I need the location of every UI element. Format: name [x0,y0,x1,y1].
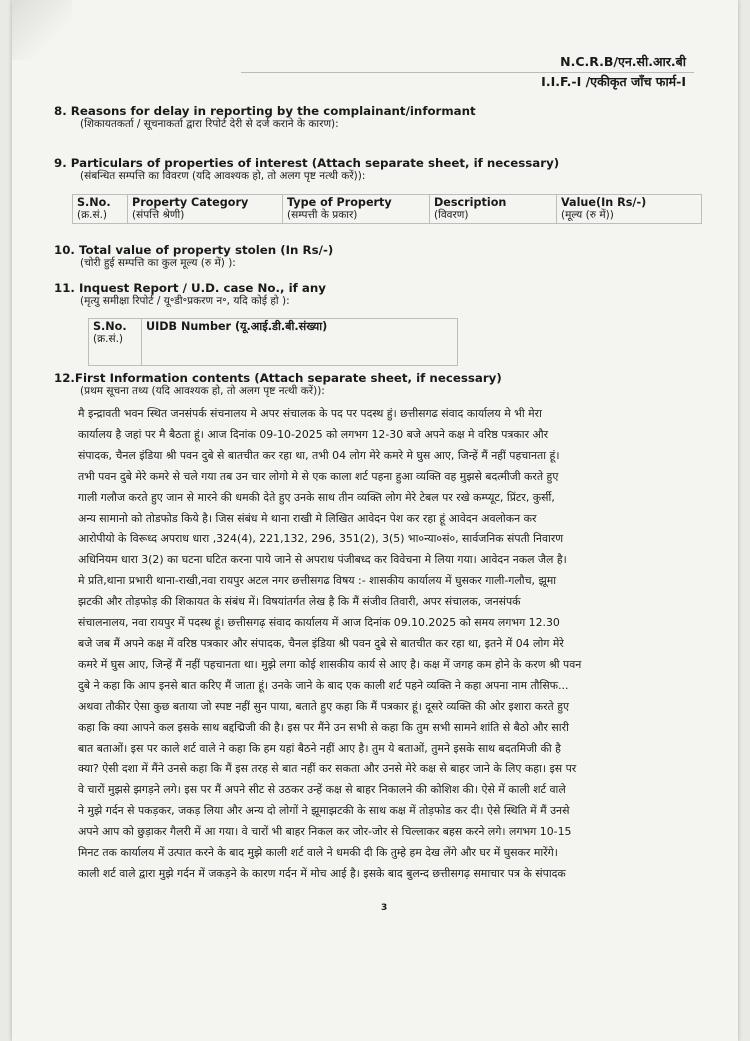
col-uidb-sno [89,319,142,366]
header-rule [241,72,694,73]
section-9-title: 9. Particulars of properties of interest (Attach separate sheet, if necessary) [54,156,560,170]
fir-line: मिनट तक कार्यालय में उत्पात करने के बाद मुझे काली शर्ट वाले ने धमकी दी कि तुम्हे हम देख लेंगे और घर में घुसकर मारेंगे। [78,846,558,860]
fir-line: मै इन्द्रावती भवन स्थित जनसंपर्क संचनालय मे अपर संचालक के पद पर पदस्थ हुं। छत्तीसगढ संवाद कार्यालय मे भी मेरा [78,407,542,420]
header-iif: I.I.F.-I /एकीकृत जाँच फार्म-I [541,74,686,89]
fir-line: ने मुझे गर्दन से पकड़कर, जकड़ लिया और अन्य दो लोगों ने झूमाझटकी के साथ कक्ष में तोड़फोड कर दी। ऐसे स्थिति में मैं उनसे [78,804,570,818]
col-sno [73,195,128,224]
fir-line: अथवा तौकीर ऐसा कुछ बताया जो स्पष्ट नहीं सुन पाया, बताते हुए कहा कि मैं पत्रकार हूं। दूसरे व्यक्ति की ओर इशारा करते हुए [78,699,570,713]
uidb-table-header [89,319,458,366]
fir-line: कमरे में घुस आए, जिन्हें मैं नहीं पहचानता था। मुझे लगा कोई शासकीय कार्य से आए है। कक्ष में जगह कम होने के करण श्री पवन [78,657,582,671]
section-12-title: 12.First Information contents (Attach separate sheet, if necessary) [54,371,502,385]
section-10 [54,243,694,270]
fir-line: अन्य सामानो को तोडफोड किये है। जिस संबंध मे थाना राखी मे लिखित आवेदन पेश कर रहा हूं आवेदन अवलोकन कर [78,511,537,525]
section-8-title: 8. Reasons for delay in reporting by the complainant/informant [54,104,476,118]
fir-line: कार्यालय है जहां पर मै बैठता हूं। आज दिनांक 09-10-2025 को लगभग 12-30 बजे अपने कक्ष मे वरिष्ठ पत्रकार और [78,427,549,441]
fir-line: मे प्रति,थाना प्रभारी थाना-राखी,नवा रायपुर अटल नगर छत्तीसगढ विषय :- शासकीय कार्यालय में घुसकर गाली-गलौच, झूमा [78,574,557,588]
fir-line: बजे जब मैं अपने कक्ष में वरिष्ठ पत्रकार और संपादक, चैनल इंडिया श्री पवन दुबे से बातचीत कर रहा था, इतने में 04 लोग मेरे [78,636,564,650]
fir-line: झटकी और तोड़फोड़ की शिकायत के संबंध में। विषयांतर्गत लेख है कि मैं संजीव तिवारी, अपर संचालक, जनसंपर्क [78,595,521,609]
section-11-title: 11. Inquest Report / U.D. case No., if any [54,281,326,295]
col-type-hi: (सम्पत्ती के प्रकार) [287,209,358,221]
fir-line: क्या? ऐसी दशा में मैंने उनसे कहा कि मैं इस तरह से बात नहीं कर सकता और उनसे मेरे कक्ष से बाहर जाने के लिए कहा। इस पर [78,762,577,776]
col-category-en: Property Category [132,196,249,209]
form-header [541,52,686,92]
fir-line: संचालनालय, नवा रायपुर में पदस्थ हूं। छत्तीसगढ़ संवाद कार्यालय में आज दिनांक 09.10.2025 को समय लगभग 12.30 [78,616,560,630]
section-11 [54,281,694,308]
fir-line: आरोपीयो के विरूध्द अपराध धारा ,324(4), 221,132, 296, 351(2), 3(5) भा०न्या०सं०, सार्वजनिक संपती निवारण [78,532,564,546]
col-uidb-number-en: UIDB Number (यू.आई.डी.बी.संख्या) [146,320,328,333]
fir-line: गाली गलौज करते हुए जान से मारने की धमकी देते हुए उनके साथ तीन व्यक्ति लोग मेरे टेबल पर रखे कम्प्यूट, प्रिंटर, कुर्सी, [78,490,555,504]
section-12 [54,371,694,398]
col-uidb-number [142,319,458,366]
section-11-subtitle: (मृत्यु समीक्षा रिपोर्ट / यू॰डी॰प्रकरण न॰, यदि कोई हो ): [80,295,290,307]
col-uidb-sno-hi: (क्र.सं.) [93,333,124,345]
col-sno-hi: (क्र.सं.) [77,209,108,221]
fir-line: कहा कि क्या आपने कल इसके साथ बद्दद्मिजी की है। इस पर मैंने उन सभी से कहा कि तुम सभी सामने शांति से बैठो और सारी [78,720,569,734]
fir-line: संपादक, चैनल इंडिया श्री पवन दुबे से बातचीत कर रहा था, तभी 04 लोग मेरे कमरे मे घुस आए, जिन्हें मैं नहीं पहचानता हूं। [78,448,560,462]
col-sno-en: S.No. [77,196,111,209]
col-category-hi: (संपत्ति श्रेणी) [132,209,185,221]
col-value-en: Value(In Rs/-) [561,196,647,209]
fir-line: बात बताओं। इस पर काले शर्ट वाले ने कहा कि हम यहां बैठने नहीं आए है। तुम ये बताओं, तुमने इसके साथ बदतमिजी की है [78,741,561,755]
section-9 [54,156,694,183]
section-8-subtitle: (शिकायतकर्ता / सूचनाकर्ता द्वारा रिपोर्ट देरी से दर्ज कराने के कारण): [80,118,339,130]
col-category [128,195,283,224]
section-12-subtitle: (प्रथम सूचना तथ्य (यदि आवश्यक हो, तो अलग पृष्ट नत्थी करें)): [80,385,325,397]
fir-line: काली शर्ट वाले द्वारा मुझे गर्दन में जकड़ने के कारण गर्दन में मोच आई है। इसके बाद बुलन्द छत्तीसगढ़ समाचार पत्र के संपादक [78,866,566,880]
col-description-en: Description [434,196,507,209]
col-value-hi: (मूल्य (रु में)) [561,209,614,221]
page-corner-shade [12,0,72,60]
page-number: 3 [381,903,388,913]
section-8 [54,104,694,131]
fir-line: दुबे ने कहा कि आप इनसे बात करिए मैं जाता हूं। उनके जाने के बाद एक काली शर्ट पहने व्यक्ति ने कहा अपना नाम तौसिफ... [78,678,569,692]
fir-line: वे चारों मुझसे झगड़ने लगे। इस पर मैं अपने सीट से उठकर उन्हें कक्ष से बाहर निकालने की कोशिश की। ऐसे में काली शर्ट वाले [78,783,566,797]
fir-line: अपने आप को छुड़ाकर गैलरी में आ गया। वे चारों भी बाहर निकल कर जोर-जोर से चिल्लाकर बहस करने लगे। लगभग 10-15 [78,825,572,839]
col-description-hi: (विवरण) [434,209,469,221]
property-table [72,194,702,224]
section-9-subtitle: (संबन्धित सम्पत्ति का विवरण (यदि आवश्यक हो, तो अलग पृष्ट नत्थी करें)): [80,170,366,182]
fir-line: तभी पवन दुबे मेरे कमरे से चले गया तब उन चार लोगो मे से एक काला शर्ट पहना हुआ व्यक्ति वह मुझसे बदत्मीजी करते हुए [78,469,559,483]
header-ncrb: N.C.R.B/एन.सी.आर.बी [560,54,686,69]
document-page [12,0,738,1041]
fir-content [78,404,698,885]
section-10-subtitle: (चोरी हुई सम्पत्ति का कुल मूल्य (रु में) ): [80,257,236,269]
col-uidb-sno-en: S.No. [93,320,127,333]
property-table-header [73,195,702,224]
uidb-table [88,318,458,366]
col-value [557,195,702,224]
section-10-title: 10. Total value of property stolen (In Rs/-) [54,243,334,257]
col-type [283,195,430,224]
fir-line: अधिनियम धारा 3(2) का घटना घटित करना पाये जाने से अपराध पंजीबध्द कर विवेचना मे लिया गया। आवेदन नकल जैल है। [78,553,567,567]
col-type-en: Type of Property [287,196,392,209]
col-description [430,195,557,224]
